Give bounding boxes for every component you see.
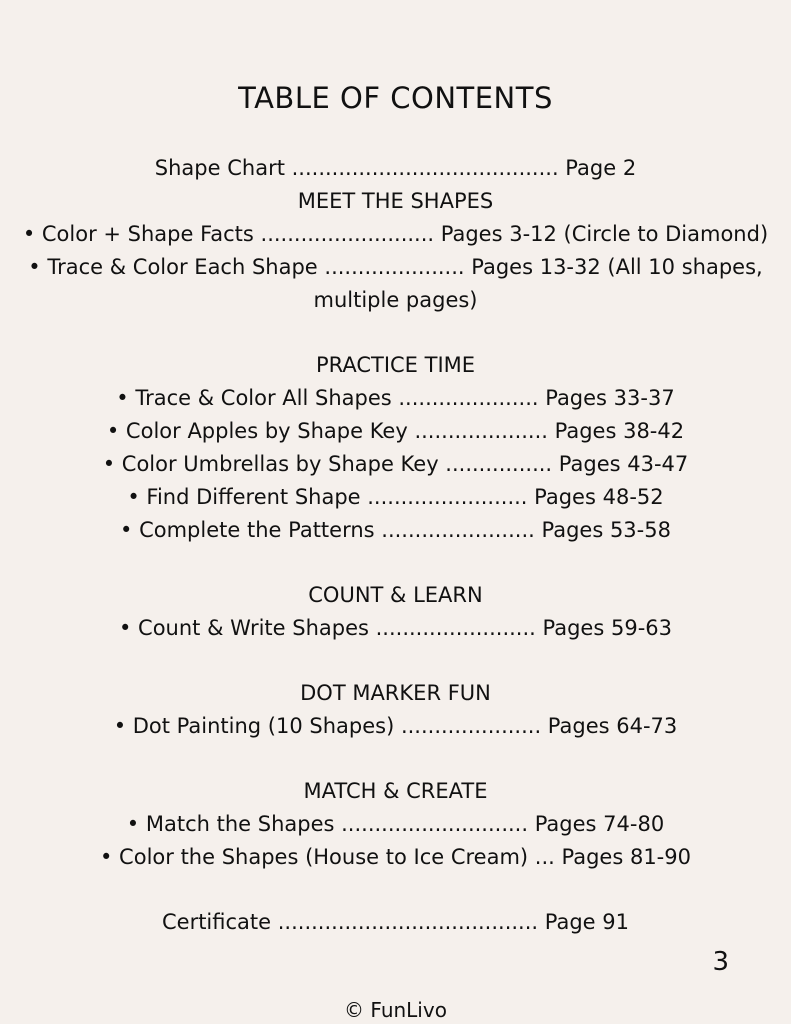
- toc-entry-dot-painting: • Dot Painting (10 Shapes) ..................... Pages 64-73: [113, 714, 678, 738]
- section-heading-meet-the-shapes: MEET THE SHAPES: [297, 189, 494, 213]
- section-heading-dot-marker-fun: DOT MARKER FUN: [300, 681, 491, 705]
- toc-entry-trace-color-all-shapes: • Trace & Color All Shapes ..................... Pages 33-37: [116, 386, 675, 410]
- section-heading-match-create: MATCH & CREATE: [303, 779, 488, 803]
- toc-entry-match-shapes: • Match the Shapes ............................ Pages 74-80: [126, 812, 665, 836]
- page-title: TABLE OF CONTENTS: [238, 81, 553, 115]
- toc-entry-complete-patterns: • Complete the Patterns ....................... Pages 53-58: [120, 518, 671, 542]
- section-spacer: [0, 645, 791, 677]
- copyright-notice: © FunLivo: [344, 998, 447, 1022]
- toc-entry-color-shape-facts: • Color + Shape Facts .......................... Pages 3-12 (Circle to Diamond): [22, 222, 769, 246]
- toc-entry-count-write-shapes: • Count & Write Shapes ........................ Pages 59-63: [118, 616, 672, 640]
- toc-entry-color-apples: • Color Apples by Shape Key .................... Pages 38-42: [106, 419, 685, 443]
- toc-entry-certificate: Certificate ....................................... Page 91: [161, 910, 629, 934]
- table-of-contents: [0, 152, 791, 939]
- section-spacer: [0, 547, 791, 579]
- section-spacer: [0, 743, 791, 775]
- toc-entry-color-shapes: • Color the Shapes (House to Ice Cream) ... Pages 81-90: [100, 845, 691, 869]
- section-heading-practice-time: PRACTICE TIME: [315, 353, 476, 377]
- toc-entry-trace-color-each-shape: • Trace & Color Each Shape ..................... Pages 13-32 (All 10 shapes, multiple pages): [28, 255, 763, 312]
- section-spacer: [0, 874, 791, 906]
- toc-entry-shape-chart: Shape Chart ........................................ Page 2: [154, 156, 637, 180]
- page-number: 3: [712, 947, 729, 977]
- section-heading-count-learn: COUNT & LEARN: [308, 583, 483, 607]
- toc-entry-find-different-shape: • Find Different Shape ........................ Pages 48-52: [127, 485, 664, 509]
- section-spacer: [0, 317, 791, 349]
- toc-entry-color-umbrellas: • Color Umbrellas by Shape Key ................ Pages 43-47: [102, 452, 689, 476]
